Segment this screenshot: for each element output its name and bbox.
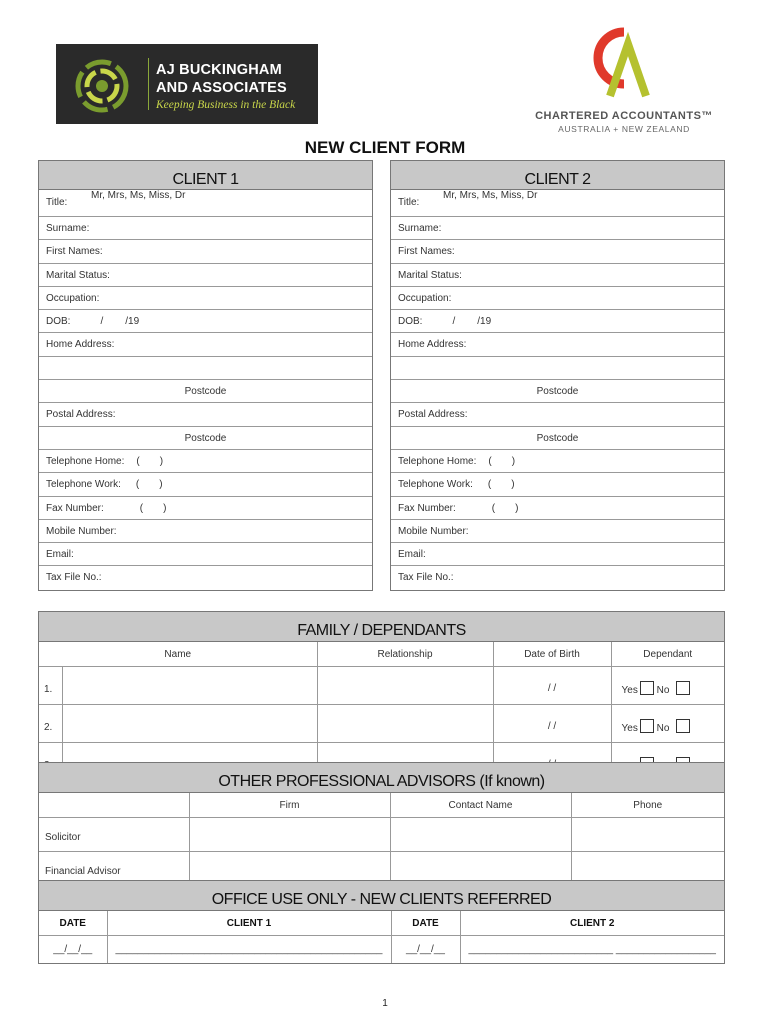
dob-cell[interactable]: / / (493, 667, 611, 705)
col-dependant: Dependant (611, 642, 724, 667)
title-label: Title: (46, 197, 68, 208)
logo-tagline: Keeping Business in the Black (156, 99, 296, 111)
first-names-label: First Names: (46, 246, 103, 258)
date1-cell[interactable]: __/__/__ (39, 936, 107, 964)
family-header-row (39, 642, 724, 667)
circle-emblem-icon (66, 56, 146, 114)
no-label: No (656, 685, 670, 696)
office-heading: OFFICE USE ONLY - NEW CLIENTS REFERRED (39, 881, 724, 911)
financial-advisor-label: Financial Advisor (39, 852, 189, 886)
firm-cell[interactable] (189, 818, 390, 852)
table-row (39, 818, 724, 852)
mobile-label: Mobile Number: (398, 525, 469, 537)
client2-postcode-field[interactable] (391, 380, 724, 403)
aj-buckingham-logo (56, 44, 318, 124)
client2-surname-field[interactable] (391, 217, 724, 240)
advisors-table (39, 793, 724, 885)
client2-marital-field[interactable] (391, 264, 724, 287)
date2-cell[interactable]: __/__/__ (391, 936, 460, 964)
col-date2: DATE (391, 911, 460, 936)
paren-open: ( (488, 455, 492, 467)
tel-home-label: Telephone Home: (398, 455, 477, 467)
occupation-label: Occupation: (46, 292, 100, 304)
yes-label: Yes (621, 685, 638, 696)
yes-checkbox[interactable] (640, 681, 654, 695)
paren-close: ) (159, 479, 163, 491)
office-header-row (39, 911, 724, 936)
client2-email-field[interactable] (391, 543, 724, 566)
tel-work-label: Telephone Work: (398, 479, 473, 491)
client1-tel-home-field[interactable] (39, 450, 372, 473)
client2-heading: CLIENT 2 (391, 161, 724, 190)
table-row (39, 705, 724, 743)
client1-tfn-field[interactable] (39, 566, 372, 589)
tfn-label: Tax File No.: (46, 572, 102, 584)
client1-home-address-line2[interactable] (39, 357, 372, 380)
chartered-accountants-logo (520, 22, 720, 137)
logo-line1: AJ BUCKINGHAM (156, 62, 282, 78)
advisors-section (38, 762, 725, 886)
client1-home-address-field[interactable] (39, 333, 372, 356)
page-number: 1 (382, 998, 388, 1009)
home-address-label: Home Address: (398, 339, 467, 351)
col-blank (39, 793, 189, 818)
paren-open: ( (491, 502, 496, 514)
client1-title-field[interactable] (39, 190, 372, 217)
client2-fax-field[interactable] (391, 497, 724, 520)
yes-checkbox[interactable] (640, 719, 654, 733)
title-label: Title: (398, 197, 420, 208)
form-title: NEW CLIENT FORM (304, 138, 466, 157)
client2-dob-field[interactable] (391, 310, 724, 333)
family-section (38, 611, 725, 781)
postcode-label: Postcode (184, 432, 227, 444)
postcode-label: Postcode (184, 386, 227, 398)
client2-home-address-field[interactable] (391, 333, 724, 356)
row-number: 2. (39, 705, 62, 743)
office-table (39, 911, 724, 963)
client1-first-names-field[interactable] (39, 240, 372, 263)
client2-tfn-field[interactable] (391, 566, 724, 589)
client1-dob-field[interactable] (39, 310, 372, 333)
ca-name: CHARTERED ACCOUNTANTS™ (535, 110, 713, 122)
yes-label: Yes (621, 723, 638, 734)
client2-home-address-line2[interactable] (391, 357, 724, 380)
title-options: Mr, Mrs, Ms, Miss, Dr (443, 190, 538, 201)
client1-occupation-field[interactable] (39, 287, 372, 310)
client2-tel-work-field[interactable] (391, 473, 724, 496)
col-date1: DATE (39, 911, 107, 936)
col-client2: CLIENT 2 (460, 911, 724, 936)
col-dob: Date of Birth (493, 642, 611, 667)
client2-postal-address-field[interactable] (391, 403, 724, 426)
table-row (39, 667, 724, 705)
dependant-cell (611, 667, 724, 705)
home-address-label: Home Address: (46, 339, 115, 351)
col-client1: CLIENT 1 (107, 911, 391, 936)
client1-surname-field[interactable] (39, 217, 372, 240)
client1-postal-postcode-field[interactable] (39, 427, 372, 450)
client2-occupation-field[interactable] (391, 287, 724, 310)
logo-divider (148, 58, 149, 110)
solicitor-label: Solicitor (39, 818, 189, 852)
client1-postcode-field[interactable] (39, 380, 372, 403)
client1-postal-address-field[interactable] (39, 403, 372, 426)
dob-slash: / (100, 316, 104, 328)
paren-close: ) (159, 455, 164, 467)
tel-home-label: Telephone Home: (46, 455, 125, 467)
dob-year: /19 (477, 316, 492, 328)
client2-cell[interactable]: __________________________ __________________ (460, 936, 724, 964)
email-label: Email: (398, 549, 426, 561)
postcode-label: Postcode (536, 432, 579, 444)
dob-slash: / (452, 316, 456, 328)
paren-close: ) (163, 502, 167, 514)
paren-open: ( (139, 502, 144, 514)
name-cell[interactable] (62, 705, 317, 743)
relationship-cell[interactable] (317, 705, 493, 743)
surname-label: Surname: (398, 223, 442, 234)
col-contact: Contact Name (390, 793, 571, 818)
relationship-cell[interactable] (317, 667, 493, 705)
family-heading: FAMILY / DEPENDANTS (39, 612, 724, 642)
col-phone: Phone (571, 793, 724, 818)
dob-label: DOB: (398, 316, 423, 328)
paren-close: ) (511, 455, 516, 467)
paren-open: ( (135, 479, 140, 491)
paren-open: ( (487, 479, 492, 491)
no-label: No (656, 723, 670, 734)
client2-mobile-field[interactable] (391, 520, 724, 543)
family-table (39, 642, 724, 780)
logo-line2: AND ASSOCIATES (156, 80, 287, 96)
client2-tel-home-field[interactable] (391, 450, 724, 473)
paren-open: ( (136, 455, 140, 467)
col-name: Name (39, 642, 317, 667)
tfn-label: Tax File No.: (398, 572, 454, 584)
postcode-label: Postcode (536, 386, 579, 398)
dob-label: DOB: (46, 316, 71, 328)
surname-label: Surname: (46, 223, 90, 234)
dob-cell[interactable]: / / (493, 705, 611, 743)
phone-cell[interactable] (571, 818, 724, 852)
office-use-section (38, 880, 725, 964)
client1-email-field[interactable] (39, 543, 372, 566)
ca-monogram-icon (580, 22, 660, 102)
col-relationship: Relationship (317, 642, 493, 667)
paren-close: ) (511, 479, 515, 491)
advisors-header-row (39, 793, 724, 818)
col-firm: Firm (189, 793, 390, 818)
postal-address-label: Postal Address: (398, 409, 468, 421)
marital-label: Marital Status: (46, 269, 110, 281)
client2-postal-postcode-field[interactable] (391, 427, 724, 450)
dependant-cell (611, 705, 724, 743)
client1-mobile-field[interactable] (39, 520, 372, 543)
name-cell[interactable] (62, 667, 317, 705)
client2-first-names-field[interactable] (391, 240, 724, 263)
client1-marital-field[interactable] (39, 264, 372, 287)
postal-address-label: Postal Address: (46, 409, 116, 421)
client1-section (38, 160, 373, 591)
row-number: 1. (39, 667, 62, 705)
client1-fax-field[interactable] (39, 497, 372, 520)
client1-cell[interactable]: ________________________________________________ (107, 936, 391, 964)
mobile-label: Mobile Number: (46, 525, 117, 537)
dob-year: /19 (125, 316, 140, 328)
client1-heading: CLIENT 1 (39, 161, 372, 190)
client2-section (390, 160, 725, 591)
tel-work-label: Telephone Work: (46, 479, 121, 491)
advisors-heading: OTHER PROFESSIONAL ADVISORS (If known) (39, 763, 724, 793)
contact-cell[interactable] (390, 818, 571, 852)
no-checkbox[interactable] (676, 681, 690, 695)
fax-label: Fax Number: (398, 502, 456, 514)
first-names-label: First Names: (398, 246, 455, 258)
title-options: Mr, Mrs, Ms, Miss, Dr (91, 190, 186, 201)
client2-title-field[interactable] (391, 190, 724, 217)
paren-close: ) (515, 502, 519, 514)
marital-label: Marital Status: (398, 269, 462, 281)
table-row (39, 936, 724, 964)
ca-subtitle: AUSTRALIA + NEW ZEALAND (558, 124, 690, 134)
client1-tel-work-field[interactable] (39, 473, 372, 496)
email-label: Email: (46, 549, 74, 561)
no-checkbox[interactable] (676, 719, 690, 733)
fax-label: Fax Number: (46, 502, 104, 514)
occupation-label: Occupation: (398, 292, 452, 304)
